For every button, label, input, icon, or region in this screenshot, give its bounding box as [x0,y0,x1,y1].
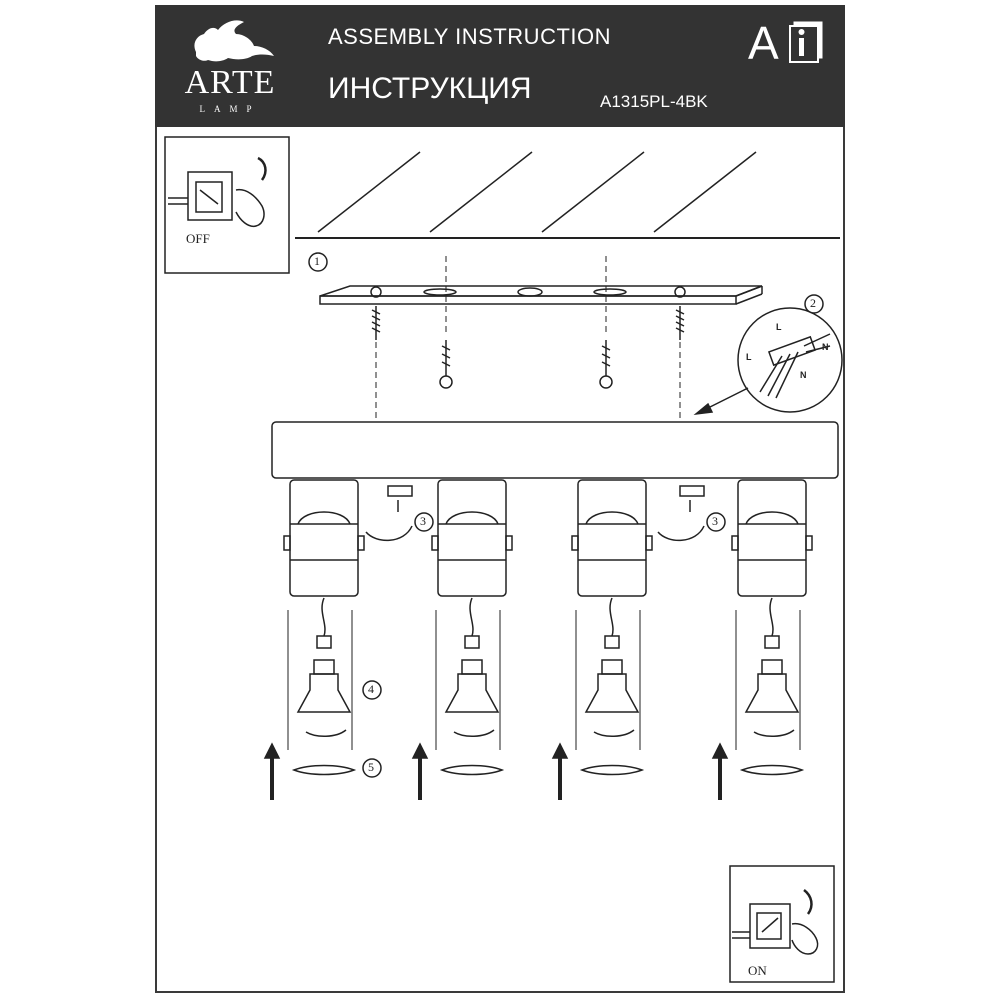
ceiling-hatch [295,152,840,238]
off-panel [165,137,289,273]
mounting-screws [372,306,684,388]
title-english: ASSEMBLY INSTRUCTION [328,24,612,49]
step-4-label: 4 [368,682,374,696]
title-russian: ИНСТРУКЦИЯ [328,72,532,105]
wiring-label-l-left: L [746,352,752,362]
spot-housing-1 [290,480,358,596]
wiring-label-n-right: N [822,342,829,352]
spot-bulb-pins-4 [762,660,782,674]
switch-off-icon [168,158,265,226]
spot-connector-3 [605,636,619,648]
step-1-label: 1 [314,254,320,268]
spot-bulb-1 [298,674,350,712]
spot-housing-4 [738,480,806,596]
spot-connector-4 [765,636,779,648]
step-3-label-right: 3 [712,514,718,528]
spot-knob-left-1 [284,536,290,550]
alignment-guides [376,256,680,420]
spot-connector-1 [317,636,331,648]
spot-ring-1 [294,766,354,775]
spot-housing-3 [578,480,646,596]
spot-knob-left-4 [732,536,738,550]
spot-reflector-1 [298,512,350,524]
spot-ring-2 [442,766,502,775]
spot-reflector-3 [586,512,638,524]
mounting-plate [320,286,762,304]
spot-rotate-arrow-1 [306,730,346,736]
spot-knob-right-3 [646,536,652,550]
spot-reflector-2 [446,512,498,524]
spot-knob-right-2 [506,536,512,550]
wiring-callout [738,308,842,412]
spot-connector-2 [465,636,479,648]
spot-cable-1 [322,598,325,636]
spot-knob-left-3 [572,536,578,550]
spot-cable-3 [610,598,613,636]
spot-bulb-2 [446,674,498,712]
spot-knob-right-4 [806,536,812,550]
push-arrow-head-3 [553,744,567,758]
push-arrow-head-1 [265,744,279,758]
spot-bulb-3 [586,674,638,712]
spot-rotate-arrow-3 [594,730,634,736]
on-panel [730,866,834,982]
spot-housing-2 [438,480,506,596]
lock-nuts [366,486,704,540]
push-arrow-head-4 [713,744,727,758]
language-letter: A [748,17,779,69]
fixture-base [272,422,838,478]
terminal-block [760,334,830,398]
spot-knob-right-1 [358,536,364,550]
spot-bulb-4 [746,674,798,712]
off-label: OFF [186,231,210,246]
step-3-label-left: 3 [420,514,426,528]
spot-knob-left-2 [432,536,438,550]
spot-rotate-arrow-4 [754,730,794,736]
brand-name: ARTE [184,64,276,101]
model-number: A1315PL-4BK [600,92,708,111]
on-label: ON [748,963,767,978]
push-arrow-head-2 [413,744,427,758]
spot-bulb-pins-1 [314,660,334,674]
step-5-label: 5 [368,760,374,774]
spot-ring-4 [742,766,802,775]
spot-bulb-pins-3 [602,660,622,674]
spot-cable-4 [770,598,773,636]
wiring-label-l-top: L [776,322,782,332]
spot-reflector-4 [746,512,798,524]
spot-ring-3 [582,766,642,775]
spot-cable-2 [470,598,473,636]
step-2-label: 2 [810,296,816,310]
spot-rotate-arrow-2 [454,730,494,736]
brand-subtitle: LAMP [199,104,261,114]
wiring-label-n-bottom: N [800,370,807,380]
switch-on-icon [732,890,818,954]
spot-bulb-pins-2 [462,660,482,674]
